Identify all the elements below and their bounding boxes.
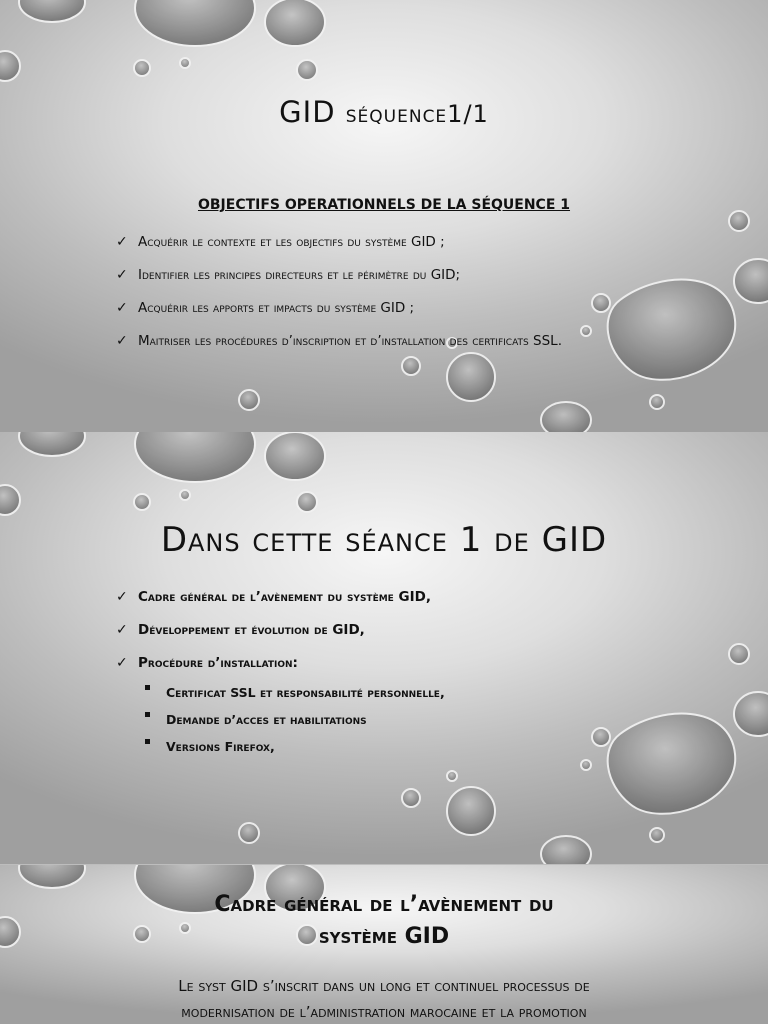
slide-1-title (0, 95, 768, 129)
slide-3-body-line-2: modernisation de l’administration marocaine et la promotion (181, 1003, 587, 1021)
sub-list-item (138, 679, 676, 706)
list-item (116, 330, 646, 352)
installation-sublist (138, 679, 676, 760)
checkmark-icon: ✓ (116, 234, 128, 250)
list-item (116, 297, 646, 319)
list-item-text: Cadre général de l’avènement du système GID, (138, 589, 431, 605)
slide-1 (0, 0, 768, 432)
bullet-square-icon (145, 712, 150, 717)
sub-list-item-text: Certificat SSL et responsabilité personnelle, (166, 685, 445, 700)
list-item (116, 652, 676, 760)
slide-3-title-line-1: Cadre général de l’avènement du (214, 892, 554, 917)
list-item (116, 619, 676, 641)
sub-list-item (138, 706, 676, 733)
slide-3-title (0, 889, 768, 953)
checkmark-icon: ✓ (116, 589, 128, 605)
title-sub: séquence1/1 (345, 100, 489, 128)
session-list (116, 586, 676, 760)
bullet-square-icon (145, 685, 150, 690)
water-drops-decoration (0, 0, 768, 432)
slide-3 (0, 865, 768, 1024)
list-item (116, 231, 646, 253)
list-item-text: Développement et évolution de GID, (138, 622, 365, 638)
checkmark-icon: ✓ (116, 333, 128, 349)
list-item-text: Procédure d’installation: (138, 655, 298, 671)
checkmark-icon: ✓ (116, 267, 128, 283)
checkmark-icon: ✓ (116, 622, 128, 638)
list-item (116, 586, 676, 608)
slide-3-body-line-1: Le syst GID s’inscrit dans un long et continuel processus de (178, 977, 590, 995)
slide-2 (0, 432, 768, 864)
checkmark-icon: ✓ (116, 300, 128, 316)
list-item-text: Identifier les principes directeurs et le périmètre du GID; (138, 267, 461, 283)
objectives-heading: OBJECTIFS OPERATIONNELS DE LA SÉQUENCE 1 (197, 197, 571, 213)
sub-list-item-text: Demande d’acces et habilitations (166, 712, 367, 727)
title-main: GID (279, 95, 336, 129)
list-item-text: Acquérir les apports et impacts du système GID ; (138, 300, 415, 316)
list-item-text: Acquérir le contexte et les objectifs du système GID ; (138, 234, 445, 250)
objectives-list (116, 231, 646, 352)
sub-list-item-text: Versions Firefox, (166, 739, 275, 754)
checkmark-icon: ✓ (116, 655, 128, 671)
sub-list-item (138, 733, 676, 760)
slide-2-title: Dans cette séance 1 de GID (160, 520, 608, 560)
slide-3-body (0, 973, 768, 1024)
list-item-text: Maitriser les procédures d’inscription et d’installation des certificats SSL. (138, 333, 562, 349)
slide-3-title-line-2: système GID (318, 924, 450, 949)
bullet-square-icon (145, 739, 150, 744)
list-item (116, 264, 646, 286)
